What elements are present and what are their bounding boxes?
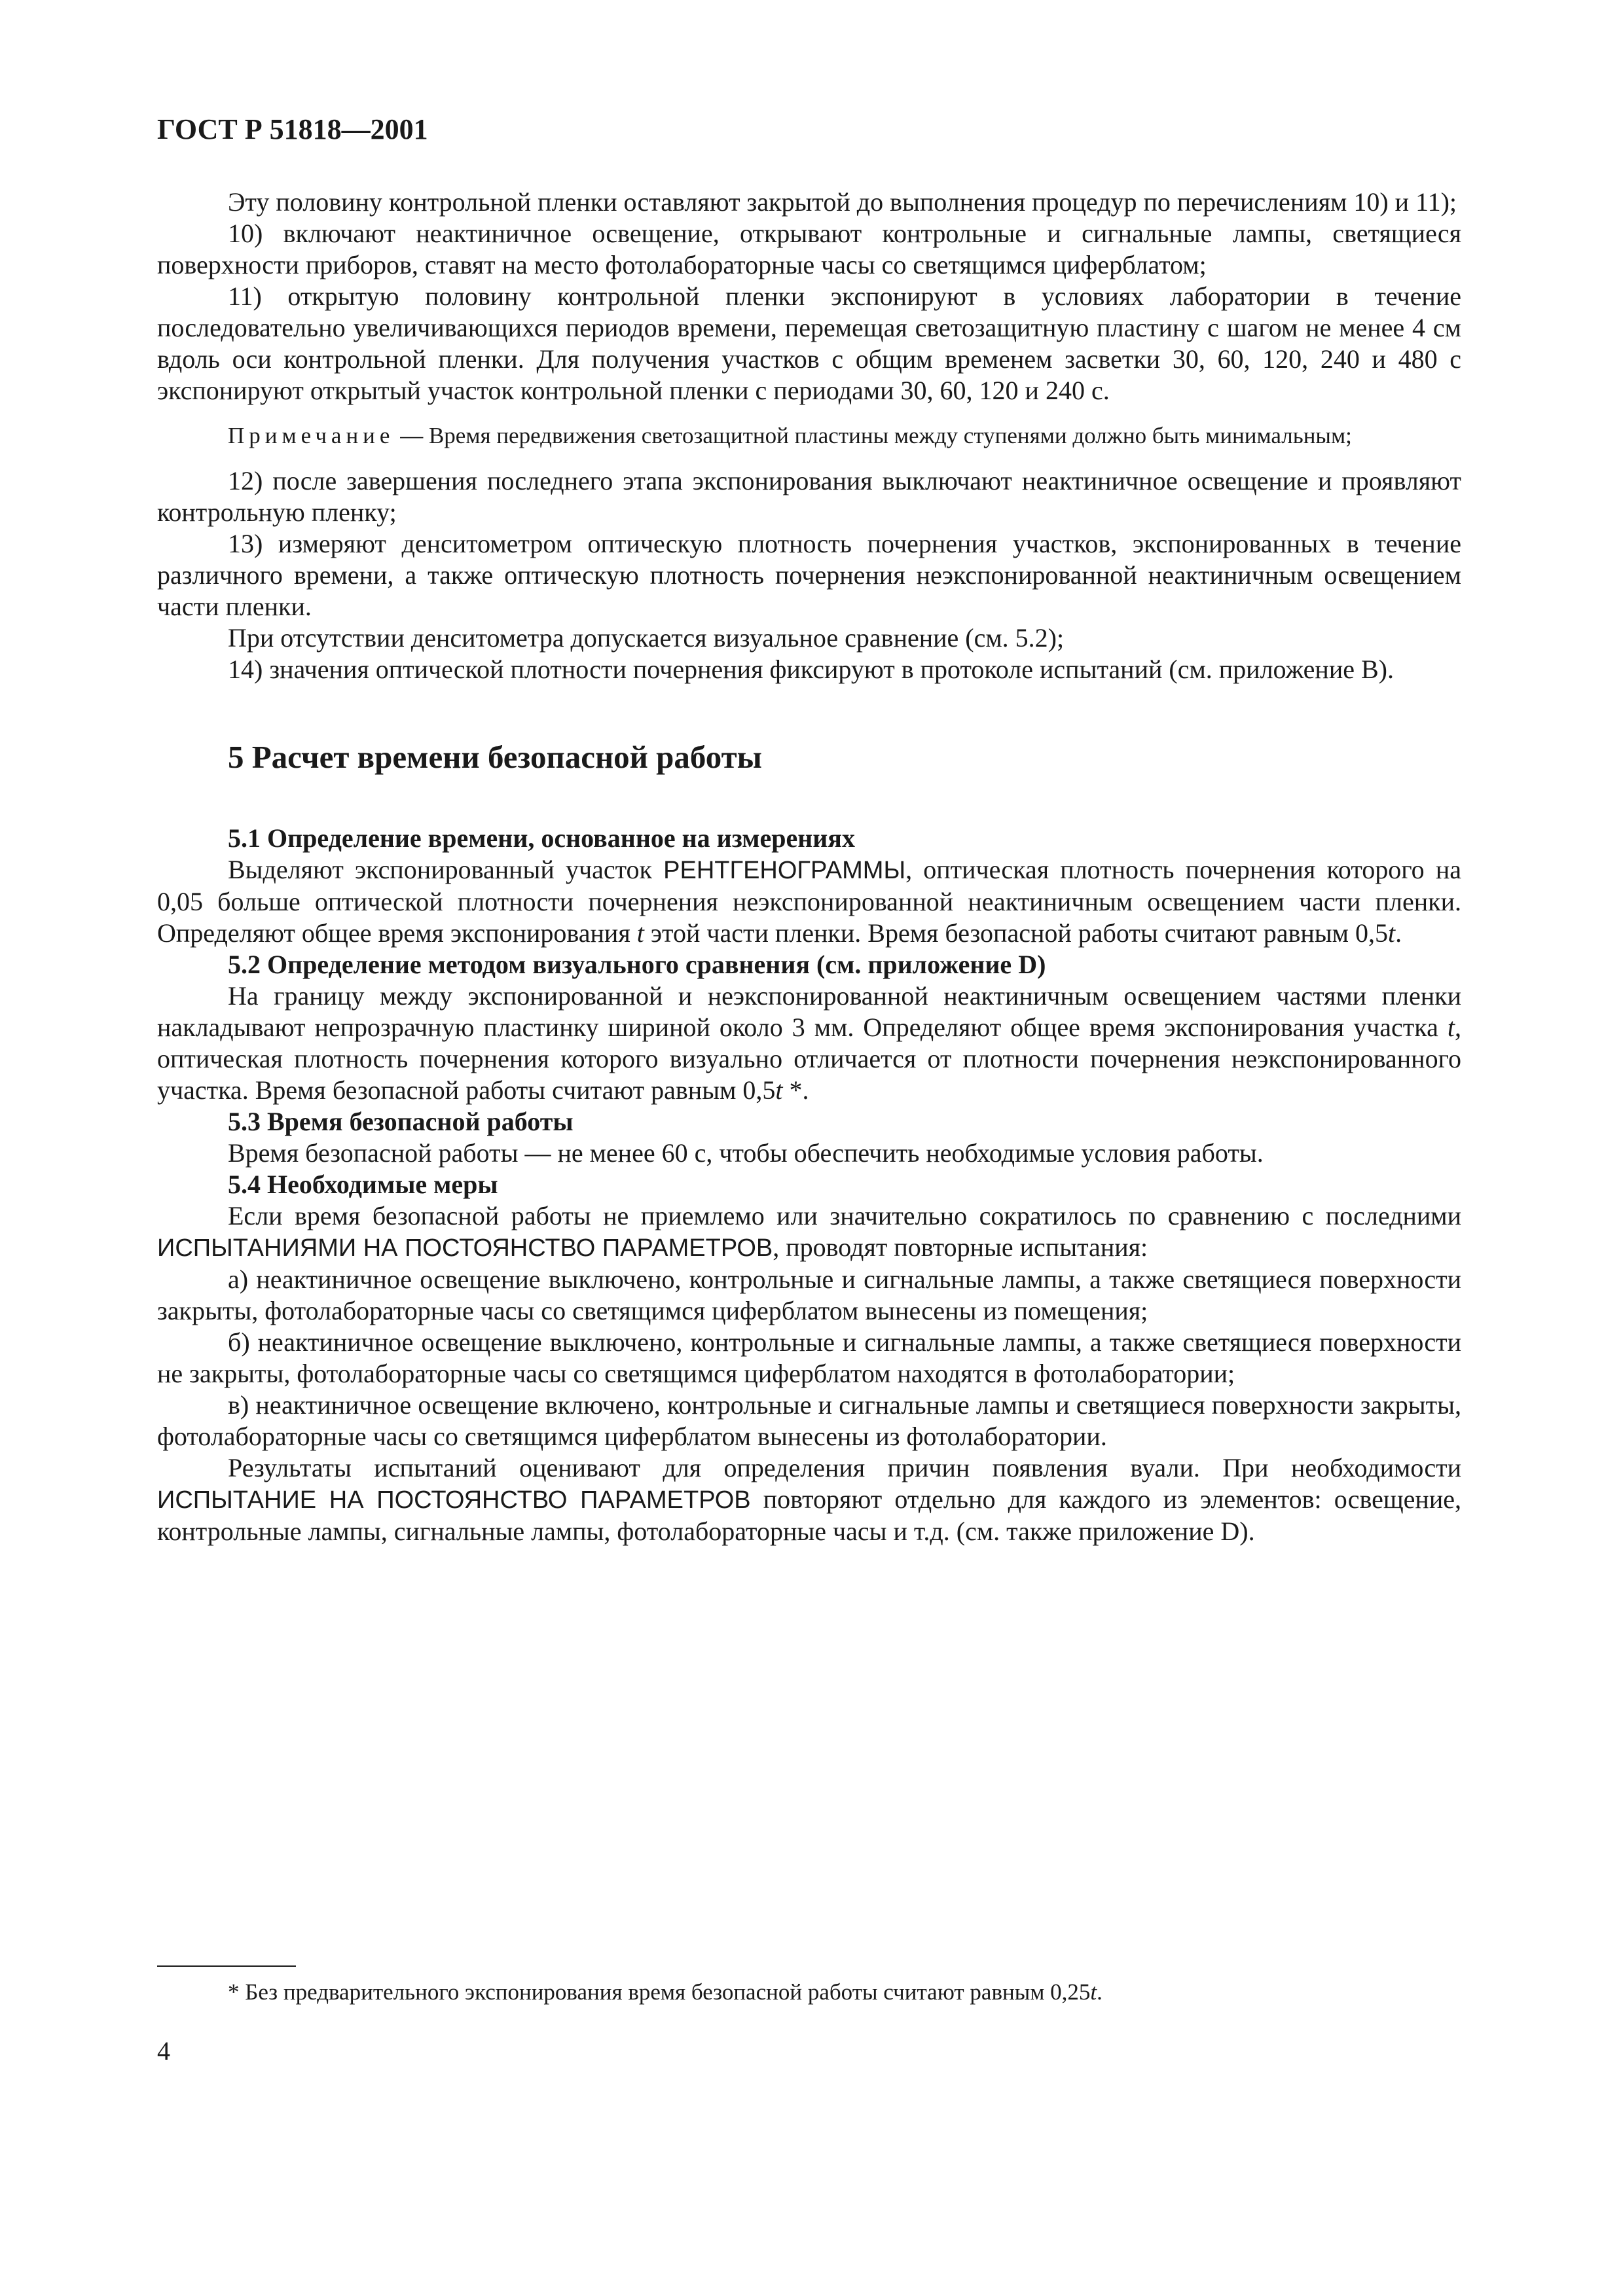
subsection-5-4-heading: 5.4 Необходимые меры bbox=[228, 1170, 498, 1199]
paragraph-intro: Эту половину контрольной пленки оставляют закрытой до выполнения процедур по перечислениям 10) и 11); bbox=[228, 187, 1457, 217]
section-title: 5 Расчет времени безопасной работы bbox=[228, 739, 762, 775]
paragraph-item-13: 13) измеряют денситометром оптическую плотность почернения участков, экспонированных в течение различного времени, а также оптическую плотность почернения неэкспонированной неактиничным освещением части пленки. bbox=[157, 529, 1461, 621]
text-run: Выделяют экспонированный участок bbox=[228, 855, 664, 884]
text-run: На границу между экспонированной и неэкспонированной неактиничным освещением частями пленки накладывают непрозрачную пластинку шириной около 3 мм. Определяют общее время экспонирования участка bbox=[157, 981, 1461, 1042]
variable-t: t bbox=[775, 1075, 783, 1105]
subsection-5-1-text bbox=[157, 854, 1461, 949]
paragraph-item-11: 11) открытую половину контрольной пленки экспонируют в условиях лаборатории в течение последовательно увеличивающихся периодов времени, перемещая светозащитную пластину с шагом не менее 4 см вдоль оси контрольной пленки. Для получения участков с общим временем засветки 30, 60, 120, 240 и 480 с экспонируют открытый участок контрольной пленки с периодами 30, 60, 120 и 240 с. bbox=[157, 281, 1461, 405]
variable-t: t bbox=[1387, 918, 1396, 948]
subsection-5-1-heading: 5.1 Определение времени, основанное на измерениях bbox=[228, 823, 855, 853]
text-run: , проводят повторные испытания: bbox=[773, 1232, 1148, 1262]
paragraph-densitometer: При отсутствии денситометра допускается визуальное сравнение (см. 5.2); bbox=[228, 623, 1065, 653]
footnote-divider bbox=[157, 1965, 296, 1967]
document-body bbox=[157, 187, 1461, 1547]
subsection-5-2-text bbox=[157, 980, 1461, 1106]
text-run: повторяют отдельно для каждого из элементов: освещение, контрольные лампы, сигнальные лампы, фотолабораторные часы и т.д. (см. также приложение D). bbox=[157, 1484, 1461, 1546]
text-run: , оптическая плотность почернения которого на 0,05 больше оптической плотности почернения неэкспонированной неактиничным освещением части пленки. Определяют общее время экспонирования bbox=[157, 855, 1461, 948]
text-run: , оптическая плотность почернения которого визуально отличается от плотности почернения неэкспонированного участка. Время безопасной работы считают равным 0,5 bbox=[157, 1013, 1461, 1105]
paragraph-item-12: 12) после завершения последнего этапа экспонирования выключают неактиничное освещение и проявляют контрольную пленку; bbox=[157, 466, 1461, 527]
note-label: Примечание bbox=[228, 423, 395, 448]
term-caps: ИСПЫТАНИЯМИ НА ПОСТОЯНСТВО ПАРАМЕТРОВ bbox=[157, 1234, 773, 1262]
subsection-5-4-text bbox=[157, 1200, 1461, 1264]
subsection-5-3-heading: 5.3 Время безопасной работы bbox=[228, 1107, 574, 1136]
paragraph-results bbox=[157, 1452, 1461, 1547]
variable-t: t bbox=[1447, 1013, 1455, 1042]
footnote bbox=[228, 1978, 1103, 2007]
variable-t: t bbox=[636, 918, 644, 948]
note bbox=[157, 421, 1461, 451]
text-run: этой части пленки. Время безопасной работы считают равным 0,5 bbox=[644, 918, 1388, 948]
text-run: Результаты испытаний оценивают для определения причин появления вуали. При необходимости bbox=[228, 1453, 1461, 1482]
text-run: Если время безопасной работы не приемлемо или значительно сократилось по сравнению с последними bbox=[228, 1201, 1461, 1230]
variable-t: t bbox=[1090, 1979, 1097, 2005]
note-text: — Время передвижения светозащитной пластины между ступенями должно быть минимальным; bbox=[394, 423, 1352, 448]
list-item-v: в) неактиничное освещение включено, контрольные и сигнальные лампы и светящиеся поверхности закрыты, фотолабораторные часы со светящимся циферблатом вынесены из фотолаборатории. bbox=[157, 1390, 1461, 1451]
text-run: *. bbox=[782, 1075, 809, 1105]
text-run: . bbox=[1395, 918, 1402, 948]
footnote-text: * Без предварительного экспонирования время безопасной работы считают равным 0,25 bbox=[228, 1979, 1091, 2005]
subsection-5-2-heading: 5.2 Определение методом визуального сравнения (см. приложение D) bbox=[228, 950, 1046, 979]
subsection-5-3-text: Время безопасной работы — не менее 60 с, чтобы обеспечить необходимые условия работы. bbox=[228, 1138, 1264, 1168]
page-number: 4 bbox=[157, 2036, 170, 2066]
paragraph-item-14: 14) значения оптической плотности почернения фиксируют в протоколе испытаний (см. приложение В). bbox=[228, 655, 1394, 684]
list-item-a: а) неактиничное освещение выключено, контрольные и сигнальные лампы, а также светящиеся поверхности закрыты, фотолабораторные часы со светящимся циферблатом вынесены из помещения; bbox=[157, 1265, 1461, 1325]
footnote-end: . bbox=[1097, 1979, 1103, 2005]
term-caps: ИСПЫТАНИЕ НА ПОСТОЯНСТВО ПАРАМЕТРОВ bbox=[157, 1486, 751, 1514]
document-header: ГОСТ Р 51818—2001 bbox=[157, 113, 428, 145]
paragraph-item-10: 10) включают неактиничное освещение, открывают контрольные и сигнальные лампы, светящиеся поверхности приборов, ставят на место фотолабораторные часы со светящимся циферблатом; bbox=[157, 219, 1461, 279]
list-item-b: б) неактиничное освещение выключено, контрольные и сигнальные лампы, а также светящиеся поверхности не закрыты, фотолабораторные часы со светящимся циферблатом находятся в фотолаборатории; bbox=[157, 1327, 1461, 1388]
term-caps: РЕНТГЕНОГРАММЫ bbox=[663, 857, 906, 884]
